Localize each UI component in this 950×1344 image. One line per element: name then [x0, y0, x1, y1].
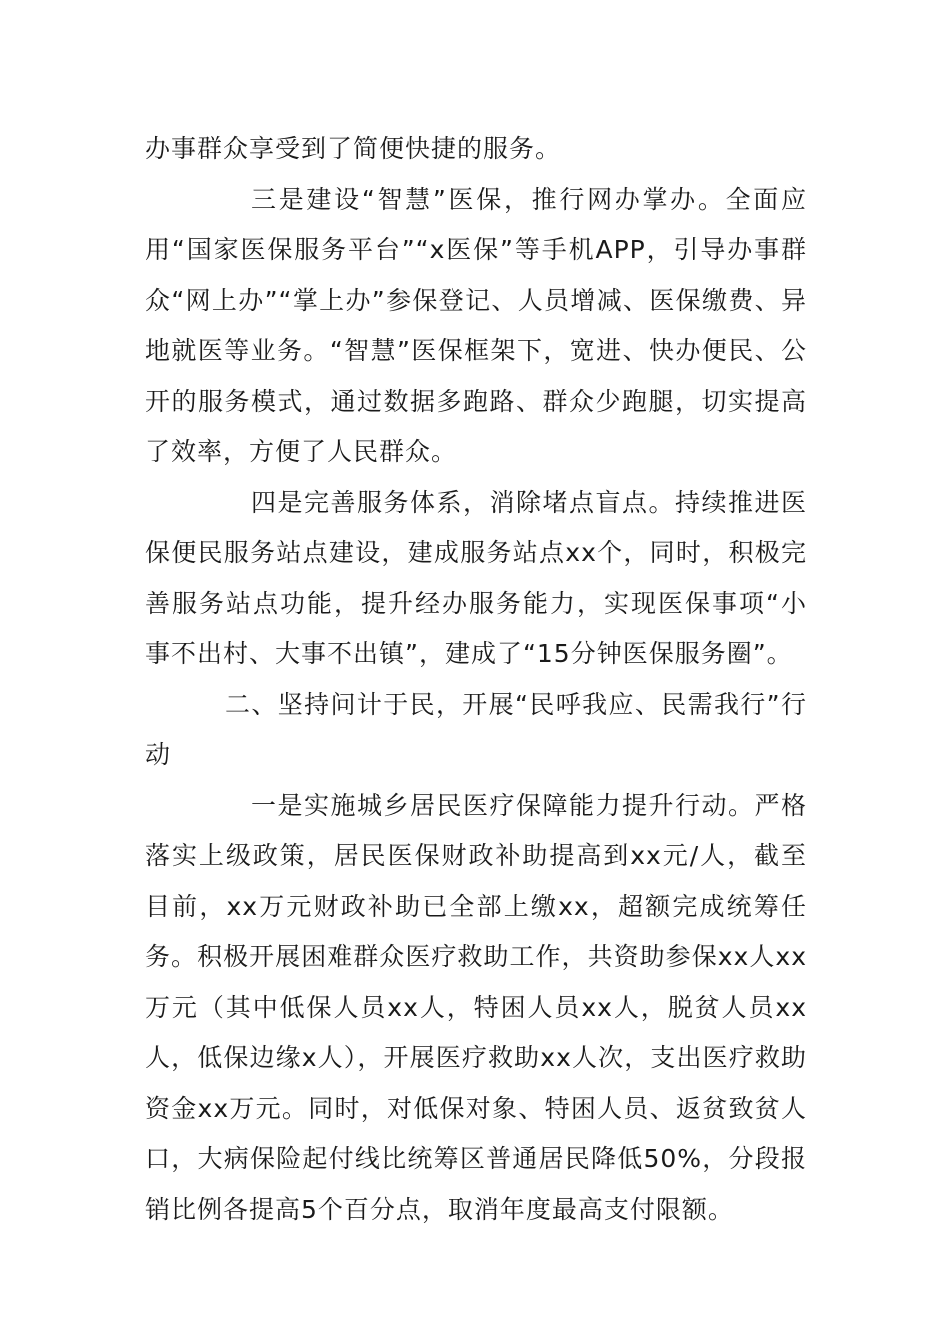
paragraph-smart-insurance: 三是建设“智慧”医保，推行网办掌办。全面应用“国家医保服务平台”“x医保”等手机APP，引导办事群众“网上办”“掌上办”参保登记、人员增减、医保缴费、异地就医等业务。“智慧”医保框架下，宽进、快办便民、公开的服务模式，通过数据多跑路、群众少跑腿，切实提高了效率，方便了人民群众。: [145, 184, 807, 466]
section-heading: 二、坚持问计于民，开展“民呼我应、民需我行”行动: [145, 689, 807, 769]
paragraph-medical-security: 一是实施城乡居民医疗保障能力提升行动。严格落实上级政策，居民医保财政补助提高到xx元/人，截至目前，xx万元财政补助已全部上缴xx，超额完成统筹任务。积极开展困难群众医疗救助工作，共资助参保xx人xx万元（其中低保人员xx人，特困人员xx人，脱贫人员xx人，低保边缘x人），开展医疗救助xx人次，支出医疗救助资金xx万元。同时，对低保对象、特困人员、返贫致贫人口，大病保险起付线比统筹区普通居民降低50%，分段报销比例各提高5个百分点，取消年度最高支付限额。: [145, 790, 807, 1224]
paragraph-service-system: 四是完善服务体系，消除堵点盲点。持续推进医保便民服务站点建设，建成服务站点xx个，同时，积极完善服务站点功能，提升经办服务能力，实现医保事项“小事不出村、大事不出镇”，建成了“15分钟医保服务圈”。: [145, 487, 807, 668]
paragraph-continuation: 办事群众享受到了简便快捷的服务。: [145, 134, 562, 163]
document-body: [145, 124, 807, 1235]
